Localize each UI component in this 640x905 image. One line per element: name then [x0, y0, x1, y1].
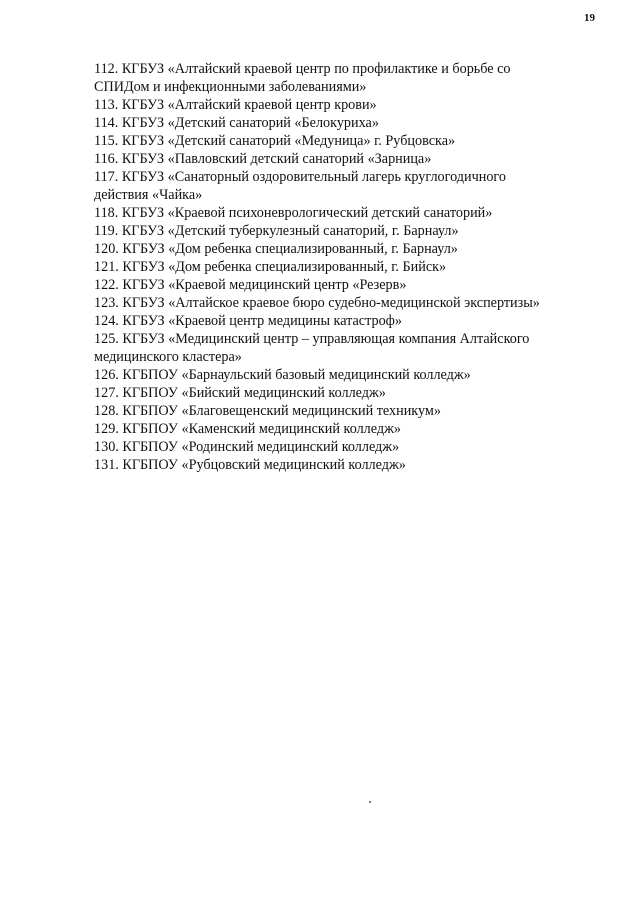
- list-item: [94, 258, 594, 276]
- list-item-text: 115. КГБУЗ «Детский санаторий «Медуница» г. Рубцовска»: [94, 133, 456, 149]
- list-item-continuation: действия «Чайка»: [94, 187, 203, 203]
- list-item-text: 112. КГБУЗ «Алтайский краевой центр по профилактике и борьбе со: [94, 61, 511, 77]
- page-number: 19: [584, 12, 595, 24]
- list-item-text: 128. КГБПОУ «Благовещенский медицинский техникум»: [94, 403, 441, 419]
- list-item: [94, 420, 594, 438]
- list-item: [94, 456, 594, 474]
- scan-dot: [369, 801, 371, 803]
- list-item: [94, 114, 594, 132]
- list-item-text: 118. КГБУЗ «Краевой психоневрологический детский санаторий»: [94, 205, 493, 221]
- list-item-text: 124. КГБУЗ «Краевой центр медицины катастроф»: [94, 313, 402, 329]
- list-item-text: 120. КГБУЗ «Дом ребенка специализированный, г. Барнаул»: [94, 241, 458, 257]
- list-item-continuation: медицинского кластера»: [94, 349, 242, 365]
- list-item: [94, 150, 594, 168]
- list-item-text: 123. КГБУЗ «Алтайское краевое бюро судебно-медицинской экспертизы»: [94, 295, 540, 311]
- list-item: [94, 240, 594, 258]
- list-item: [94, 276, 594, 294]
- institution-list: [94, 60, 594, 474]
- list-item: [94, 60, 594, 96]
- list-item-text: 113. КГБУЗ «Алтайский краевой центр крови»: [94, 97, 377, 113]
- list-item-text: 131. КГБПОУ «Рубцовский медицинский колледж»: [94, 457, 406, 473]
- list-item-text: 117. КГБУЗ «Санаторный оздоровительный лагерь круглогодичного: [94, 169, 506, 185]
- list-item-text: 114. КГБУЗ «Детский санаторий «Белокуриха»: [94, 115, 379, 131]
- list-item-continuation: СПИДом и инфекционными заболеваниями»: [94, 79, 367, 95]
- list-item: [94, 132, 594, 150]
- list-item: [94, 294, 594, 312]
- list-item-text: 129. КГБПОУ «Каменский медицинский колледж»: [94, 421, 401, 437]
- list-item: [94, 204, 594, 222]
- list-item-text: 126. КГБПОУ «Барнаульский базовый медицинский колледж»: [94, 367, 471, 383]
- list-item-text: 127. КГБПОУ «Бийский медицинский колледж»: [94, 385, 386, 401]
- list-item-text: 130. КГБПОУ «Родинский медицинский колледж»: [94, 439, 400, 455]
- list-item: [94, 312, 594, 330]
- list-item: [94, 96, 594, 114]
- list-item-text: 119. КГБУЗ «Детский туберкулезный санаторий, г. Барнаул»: [94, 223, 459, 239]
- list-item: [94, 384, 594, 402]
- list-item: [94, 402, 594, 420]
- list-item: [94, 366, 594, 384]
- list-item: [94, 168, 594, 204]
- list-item: [94, 438, 594, 456]
- list-item: [94, 222, 594, 240]
- list-item-text: 122. КГБУЗ «Краевой медицинский центр «Резерв»: [94, 277, 407, 293]
- list-item: [94, 330, 594, 366]
- list-item-text: 121. КГБУЗ «Дом ребенка специализированный, г. Бийск»: [94, 259, 447, 275]
- list-item-text: 125. КГБУЗ «Медицинский центр – управляющая компания Алтайского: [94, 331, 530, 347]
- list-item-text: 116. КГБУЗ «Павловский детский санаторий «Зарница»: [94, 151, 432, 167]
